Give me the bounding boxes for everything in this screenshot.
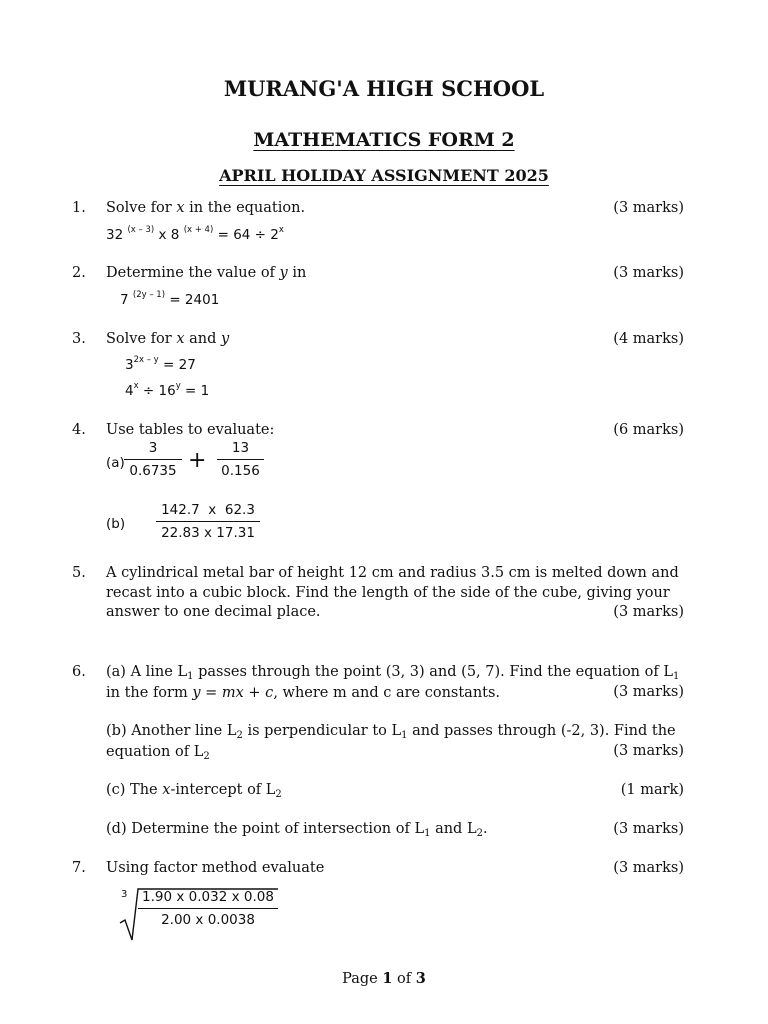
question-number: 1. <box>72 200 86 216</box>
part-a-label: (a) <box>106 455 125 471</box>
denominator: 2.00 x 0.0038 <box>161 912 255 928</box>
question-text: A cylindrical metal bar of height 12 cm and radius 3.5 cm is melted down and recast into a cubic block. Find the length of the side of the cube, giving your answer to one decimal place. <box>106 565 679 620</box>
question-number: 2. <box>72 265 86 281</box>
assignment-title: APRIL HOLIDAY ASSIGNMENT 2025 <box>219 166 549 185</box>
plus-sign: + <box>188 448 207 473</box>
subject-title: MATHEMATICS FORM 2 <box>253 129 515 151</box>
question-marks: (4 marks) <box>613 331 684 347</box>
numerator: 1.90 x 0.032 x 0.08 <box>138 889 278 909</box>
question-text: Determine the value of y in <box>106 265 307 281</box>
equation: 7 $^{(2y - 1)}$ = 2401 <box>120 290 220 308</box>
question-marks: (6 marks) <box>613 422 684 438</box>
question-text: Solve for x in the equation. <box>106 200 306 216</box>
part-a-text: (a) A line $L_1$ passes through the point (3, 3) and (5, 7). Find the equation of $L_1$ in the form y = mx + c, where m and c are constants. <box>106 664 680 701</box>
part-b-text: (b) Another line $L_2$ is perpendicular to $L_1$ and passes through (-2, 3). Find the equation of $L_2$ <box>106 723 676 762</box>
numerator: 13 <box>217 440 264 460</box>
equation: 32 $^{(x - 3)}$ x 8 $^{(x + 4)} = 64 \div 2^x$ <box>106 225 284 243</box>
part-d-text: (d) Determine the point of intersection of $L_1$ and $L_2$. <box>106 821 488 839</box>
question-number: 7. <box>72 860 86 876</box>
question-marks: (3 marks) <box>613 200 684 216</box>
part-a-marks: (3 marks) <box>613 684 684 700</box>
denominator: 22.83 x 17.31 <box>161 525 255 541</box>
part-c-text: (c) The x-intercept of $L_2$ <box>106 782 282 800</box>
question-number: 4. <box>72 422 86 438</box>
question-marks: (3 marks) <box>613 265 684 281</box>
denominator: 0.6735 <box>129 463 177 479</box>
fraction <box>156 502 260 541</box>
question-marks: (3 marks) <box>613 860 684 876</box>
numerator: 142.7 x 62.3 <box>156 502 260 522</box>
part-b-label: (b) <box>106 516 126 532</box>
part-d-marks: (3 marks) <box>613 821 684 837</box>
equation-1: $3^{2x - y} = 27$ <box>125 355 196 373</box>
question-number: 6. <box>72 664 86 680</box>
part-b-marks: (3 marks) <box>613 743 684 759</box>
numerator: 3 <box>124 440 182 460</box>
question-text: Solve for x and y <box>106 331 230 347</box>
part-c-marks: (1 mark) <box>620 782 684 798</box>
equation-2: $4^x \div 16^y = 1$ <box>125 381 210 399</box>
denominator: 0.156 <box>221 463 260 479</box>
fraction <box>217 440 264 479</box>
question-text: Using factor method evaluate <box>106 860 325 876</box>
root-index: 3 <box>121 889 128 900</box>
page-number: Page 1 of 3 <box>342 970 426 987</box>
fraction <box>124 440 182 479</box>
question-text: Use tables to evaluate: <box>106 422 275 438</box>
question-marks: (3 marks) <box>613 604 684 620</box>
school-name: MURANG'A HIGH SCHOOL <box>223 76 545 101</box>
question-number: 5. <box>72 565 86 581</box>
question-number: 3. <box>72 331 86 347</box>
fraction <box>138 889 278 928</box>
